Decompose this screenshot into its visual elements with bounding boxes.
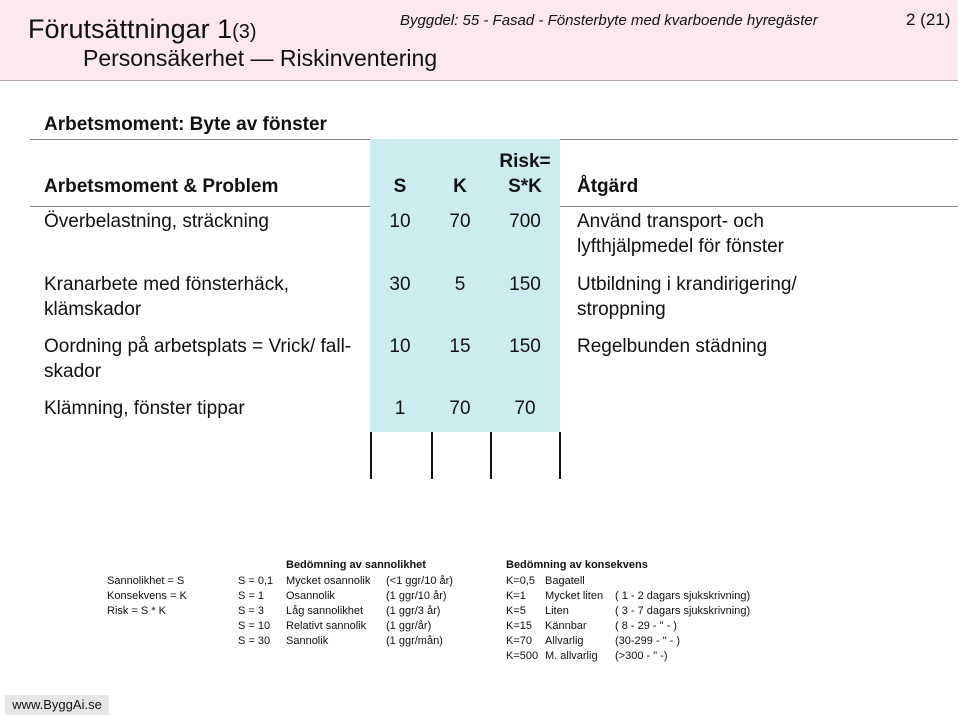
row-action: Regelbunden städning <box>577 336 768 357</box>
legend-s-freq: (1 ggr/mån) <box>386 635 443 647</box>
legend-k-desc: (30-299 - " - ) <box>615 635 681 647</box>
column-tick <box>559 432 561 479</box>
row-problem: Klämning, fönster tippar <box>44 398 245 419</box>
col-header-k: K <box>453 176 467 197</box>
page-title <box>28 14 257 45</box>
col-header-s: S <box>393 176 407 197</box>
row-problem: Oordning på arbetsplats = Vrick/ fall- <box>44 336 352 357</box>
row-k: 70 <box>449 398 471 419</box>
legend-k-code: K=1 <box>506 590 526 602</box>
column-tick <box>490 432 492 479</box>
row-problem: Överbelastning, sträckning <box>44 211 269 232</box>
legend-s-freq: (1 ggr/10 år) <box>386 590 447 602</box>
row-s: 1 <box>394 398 406 419</box>
legend-s-freq: (<1 ggr/10 år) <box>386 575 453 587</box>
row-action-cont: lyfthjälpmedel för fönster <box>577 236 784 257</box>
legend-s-freq: (1 ggr/3 år) <box>386 605 441 617</box>
project-label: Byggdel: 55 - Fasad - Fönsterbyte med kvarboende hyregäster <box>400 12 818 29</box>
col-header-problem: Arbetsmoment & Problem <box>44 176 279 197</box>
row-risk: 150 <box>509 274 541 295</box>
legend-s-code: S = 10 <box>238 620 271 632</box>
row-risk: 70 <box>514 398 536 419</box>
legend-def: Risk = S * K <box>107 605 166 617</box>
legend-s-label: Sannolik <box>286 635 329 647</box>
row-k: 5 <box>454 274 466 295</box>
col-header-risk-line2: S*K <box>508 176 542 197</box>
page-number: 2 (21) <box>906 10 951 29</box>
legend-k-label: Mycket liten <box>545 590 604 602</box>
work-moment-title: Arbetsmoment: Byte av fönster <box>44 114 327 135</box>
header-bar <box>0 0 958 81</box>
footer-site-link[interactable]: www.ByggAi.se <box>5 695 109 715</box>
legend-s-freq: (1 ggr/år) <box>386 620 432 632</box>
row-s: 30 <box>389 274 411 295</box>
column-tick <box>370 432 372 479</box>
legend-k-code: K=0,5 <box>506 575 536 587</box>
legend-k-label: Kännbar <box>545 620 587 632</box>
row-action-cont: stroppning <box>577 299 666 320</box>
legend-s-label: Mycket osannolik <box>286 575 371 587</box>
col-header-risk-line1: Risk= <box>499 151 551 172</box>
legend-k-code: K=15 <box>506 620 532 632</box>
row-action: Använd transport- och <box>577 211 764 232</box>
legend-s-label: Relativt sannolik <box>286 620 367 632</box>
row-k: 15 <box>449 336 471 357</box>
legend-k-code: K=500 <box>506 650 539 662</box>
legend-title-consequence: Bedömning av konsekvens <box>506 559 648 571</box>
row-risk: 700 <box>509 211 541 232</box>
row-risk: 150 <box>509 336 541 357</box>
row-problem: Kranarbete med fönsterhäck, <box>44 274 290 295</box>
legend-k-label: Allvarlig <box>545 635 584 647</box>
legend-s-code: S = 0,1 <box>238 575 274 587</box>
legend-s-label: Låg sannolikhet <box>286 605 364 617</box>
row-action: Utbildning i krandirigering/ <box>577 274 797 295</box>
legend-s-code: S = 1 <box>238 590 264 602</box>
legend-k-desc: ( 1 - 2 dagars sjukskrivning) <box>615 590 751 602</box>
legend-def: Konsekvens = K <box>107 590 187 602</box>
row-k: 70 <box>449 211 471 232</box>
legend-k-desc: (>300 - " -) <box>615 650 668 662</box>
legend-k-desc: ( 8 - 29 - " - ) <box>615 620 677 632</box>
row-s: 10 <box>389 336 411 357</box>
legend-k-label: M. allvarlig <box>545 650 598 662</box>
legend-k-code: K=5 <box>506 605 526 617</box>
legend-s-label: Osannolik <box>286 590 335 602</box>
legend-k-label: Liten <box>545 605 569 617</box>
legend-s-code: S = 30 <box>238 635 271 647</box>
column-tick <box>431 432 433 479</box>
col-header-action: Åtgärd <box>577 176 639 197</box>
title-main: Förutsättningar 1 <box>28 14 233 44</box>
legend-k-desc: ( 3 - 7 dagars sjukskrivning) <box>615 605 751 617</box>
legend-def: Sannolikhet = S <box>107 575 185 587</box>
page-subtitle: Personsäkerhet — Riskinventering <box>83 45 438 71</box>
legend-s-code: S = 3 <box>238 605 264 617</box>
row-problem-cont: skador <box>44 361 102 382</box>
legend-title-probability: Bedömning av sannolikhet <box>286 559 426 571</box>
legend-k-code: K=70 <box>506 635 532 647</box>
row-s: 10 <box>389 211 411 232</box>
row-problem-cont: klämskador <box>44 299 142 320</box>
title-paren: (3) <box>232 21 257 43</box>
legend-k-label: Bagatell <box>545 575 585 587</box>
